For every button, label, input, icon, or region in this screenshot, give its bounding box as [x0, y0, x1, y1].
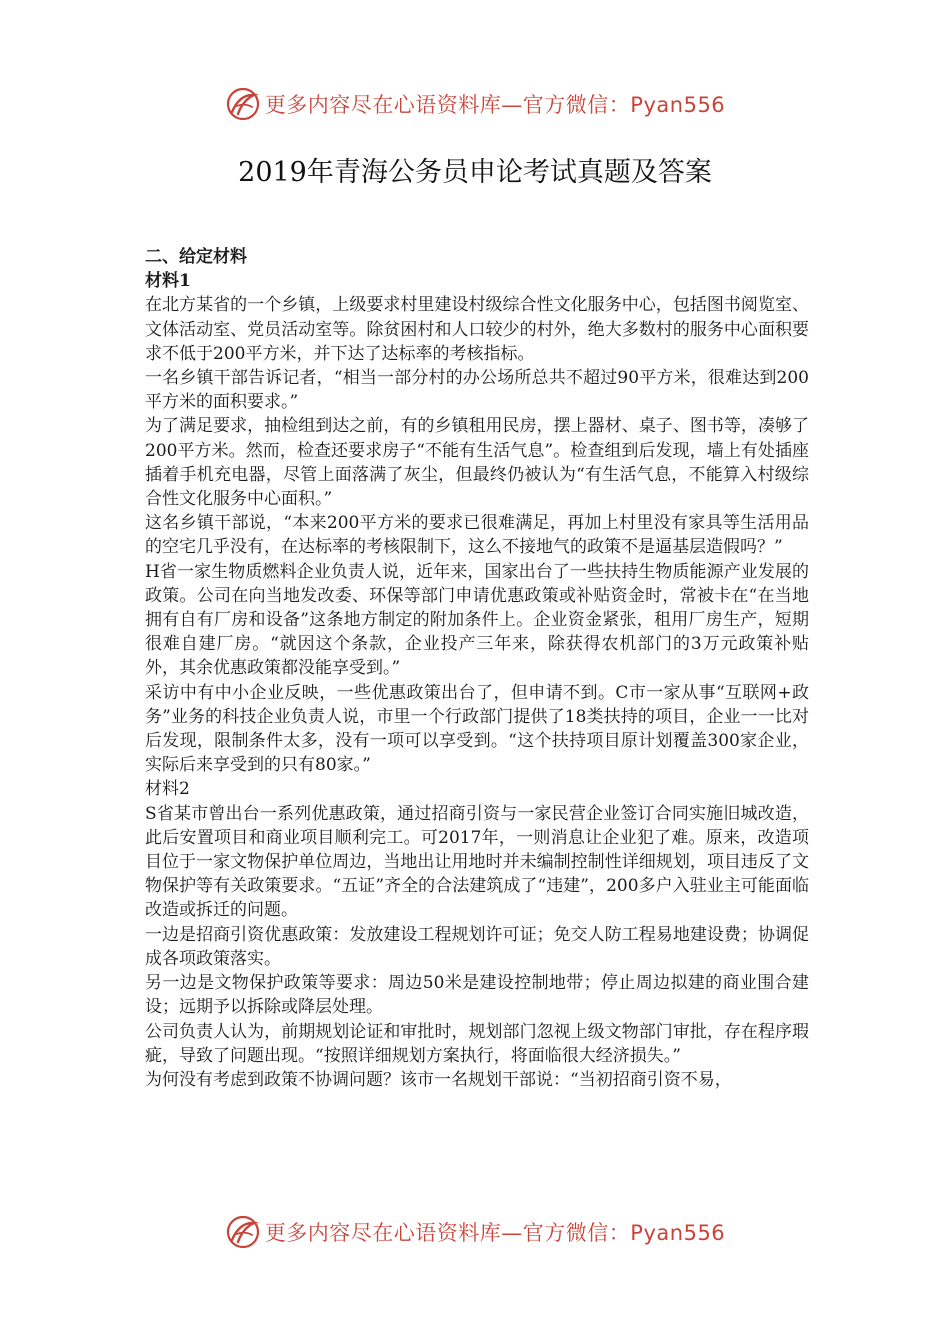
section-heading: 二、给定材料 [145, 247, 247, 267]
paragraph: 采访中有中小企业反映，一些优惠政策出台了，但申请不到。C市一家从事“互联网+政务”业务的科技企业负责人说，市里一个行政部门提供了18类扶持的项目，企业一一比对后发现，限制条件太多，没有一项可以享受到。“这个扶持项目原计划覆盖300家企业，实际后来享受到的只有80家。” [145, 682, 809, 776]
paragraph: 公司负责人认为，前期规划论证和审批时，规划部门忽视上级文物部门审批，存在程序瑕疵，导致了问题出现。“按照详细规划方案执行，将面临很大经济损失。” [145, 1021, 809, 1066]
material-1-heading: 材料1 [145, 271, 191, 292]
signature-logo-icon [225, 1214, 261, 1250]
paragraph: 为了满足要求，抽检组到达之前，有的乡镇租用民房，摆上器材、桌子、图书等，凑够了200平方米。然而，检查还要求房子“不能有生活气息”。检查组到后发现，墙上有处插座插着手机充电器，尽管上面落满了灰尘，但最终仍被认为“有生活气息，不能算入村级综合性文化服务中心面积。” [145, 416, 809, 510]
banner-text: 更多内容尽在心语资料库—官方微信：Pyan556 [264, 1221, 726, 1245]
footer-banner [0, 1212, 950, 1252]
paragraph: 一边是招商引资优惠政策：发放建设工程规划许可证；免交人防工程易地建设费；协调促成各项政策落实。 [145, 924, 809, 969]
banner-text: 更多内容尽在心语资料库—官方微信：Pyan556 [264, 93, 726, 117]
header-banner [0, 84, 950, 124]
paragraph: 在北方某省的一个乡镇，上级要求村里建设村级综合性文化服务中心，包括图书阅览室、文体活动室、党员活动室等。除贫困村和人口较少的村外，绝大多数村的服务中心面积要求不低于200平方米，并下达了达标率的考核指标。 [145, 295, 809, 364]
paragraph: H省一家生物质燃料企业负责人说，近年来，国家出台了一些扶持生物质能源产业发展的政策。公司在向当地发改委、环保等部门申请优惠政策或补贴资金时，常被卡在“在当地拥有自有厂房和设备”这条地方制定的附加条件上。企业资金紧张，租用厂房生产，短期很难自建厂房。“就因这个条款，企业投产三年来，除获得农机部门的3万元政策补贴外，其余优惠政策都没能享受到。” [145, 561, 809, 679]
material-2-heading: 材料2 [145, 779, 190, 800]
paragraph: S省某市曾出台一系列优惠政策，通过招商引资与一家民营企业签订合同实施旧城改造，此后安置项目和商业项目顺利完工。可2017年，一则消息让企业犯了难。原来，改造项目位于一家文物保护单位周边，当地出让用地时并未编制控制性详细规划，项目违反了文物保护等有关政策要求。“五证”齐全的合法建筑成了“违建”，200多户入驻业主可能面临改造或拆迁的问题。 [145, 803, 809, 921]
paragraph: 另一边是文物保护政策等要求：周边50米是建设控制地带；停止周边拟建的商业围合建设；远期予以拆除或降层处理。 [145, 973, 809, 1018]
paragraph: 一名乡镇干部告诉记者，“相当一部分村的办公场所总共不超过90平方米，很难达到200平方米的面积要求。” [145, 368, 809, 413]
paragraph: 为何没有考虑到政策不协调问题？该市一名规划干部说：“当初招商引资不易， [145, 1069, 732, 1090]
page-title: 2019年青海公务员申论考试真题及答案 [238, 157, 712, 188]
document-body [145, 245, 809, 1092]
signature-logo-icon [225, 86, 261, 122]
paragraph: 这名乡镇干部说，“本来200平方米的要求已很难满足，再加上村里没有家具等生活用品的空宅几乎没有，在达标率的考核限制下，这么不接地气的政策不是逼基层造假吗？” [145, 513, 809, 558]
